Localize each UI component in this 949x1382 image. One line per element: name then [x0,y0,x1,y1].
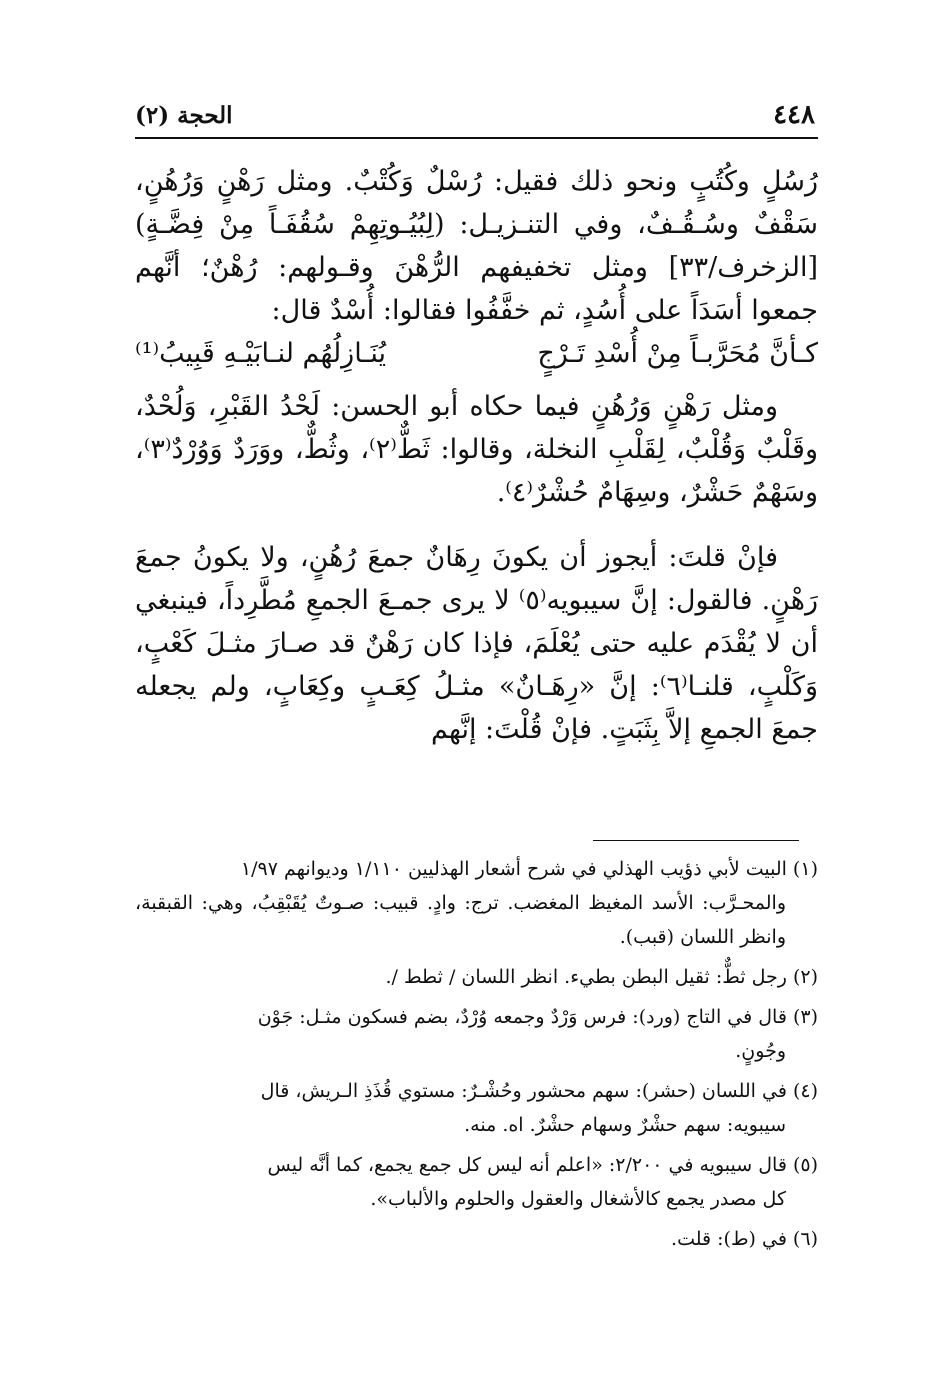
footnotes [135,852,818,1262]
paragraph-1: رُسُلٍ وكُتُبٍ ونحو ذلك فقيل: رُسْلٌ وَكُتْبٌ. ومثل رَهْنٍ وَرُهُنٍ، سَقْفٌ وسُـقُـفٌ، وفي التنـزيـل: (لِبُيُـوتِهِمْ سُقُفَـاً مِنْ فِضَّـةٍ) [الزخرف/٣٣] ومثل تخفيفهم الرُّهْنَ وقـولهم: رُهْنٌ؛ أنَّهم جمعوا أسَدَاً على أُسُدٍ، ثم خفَّفُوا فقالوا: أُسْدٌ قال: [135,166,818,326]
verse-first-hemistich: كـأنَّ مُحَرَّبـاً مِنْ أُسْدِ تَـرْجٍ [537,338,818,369]
verse-second-hemistich: يُنَـازِلُهُم لنـابَيْـهِ قَبِيبُ⁽¹⁾ [135,338,387,369]
footnote-text: (٤) في اللسان (حشر): سهم محشور وحُشْـرٌ: مستوي قُذَذِ الـريش، قال [260,1080,818,1102]
paragraph-3: فإنْ قلتَ: أيجوز أن يكونَ رِهَانٌ جمعَ رُهُنٍ، ولا يكونُ جمعَ رَهْنٍ. فالقول: إنَّ سيبويه⁽٥⁾ لا يرى جمـعَ الجمعِ مُطَّرِداً، فينبغي أن لا يُقْدَم عليه حتى يُعْلَمَ، فإذا كان رَهْنٌ قد صـارَ مثـلَ كَعْبٍ، وَكَلْبٍ، قلنـا⁽٦⁾: إنَّ «رِهَـانٌ» مثـلُ كِعَـبٍ وكِعَابٍ، ولم يجعله جمعَ الجمعِ إلاَّ بِثَبَتٍ. فإنْ قُلْتَ: إنَّهم [135,542,818,745]
poetry-verse [135,332,818,375]
page-header [135,98,815,132]
footnote-divider [593,840,799,841]
footnote-1 [135,852,818,954]
footnote-continuation: كل مصدر يجمع كالأشغال والعقول والحلوم والألباب». [370,1188,786,1210]
footnote-3 [135,1000,818,1068]
footnote-text: (٢) رجل ثطٌّ: ثقيل البطن بطيء. انظر اللسان / ثطط /. [385,966,818,988]
footnote-text: (٥) قال سيبويه في ٢/٢٠٠: «اعلم أنه ليس كل جمع يجمع، كما أنَّه ليس [267,1154,818,1176]
footnote-continuation: وجُونٍ. [735,1040,786,1062]
footnote-5 [135,1148,818,1216]
footnote-text: (٣) قال في التاج (ورد): فرس وَرْدٌ وجمعه وُرْدٌ، بضم فسكون مثـل: جَوْن [257,1006,818,1028]
paragraph-2: ومثل رَهْنٍ وَرُهُنٍ فيما حكاه أبو الحسن: لَحْدُ القَبْرِ، وَلُحْدٌ، وقَلْبٌ وَقُلْبٌ، لِقَلْبِ النخلة، وقالوا: ثَطٌّ⁽٢⁾، وثُطٌّ، ووَرَدٌ وَوُرْدٌ⁽٣⁾، وسَهْمٌ حَشْرٌ، وسِهَامٌ حُشْرٌ⁽٤⁾. [135,391,818,508]
footnote-2 [135,960,818,994]
footnote-text: (١) البيت لأبي ذؤيب الهذلي في شرح أشعار الهذليين ١/١١٠ وديوانهم ١/٩٧ [240,858,818,880]
footnote-6 [135,1222,818,1256]
footnote-continuation: سيبويه: سهم حشْرٌ وسهام حشْرٌ. اه. منه. [464,1114,786,1136]
running-title: الحجة (٢) [135,101,233,129]
page-number: ٤٤٨ [773,100,815,130]
header-divider [135,137,818,139]
footnote-text: (٦) في (ط): قلت. [671,1228,818,1250]
footnote-continuation: والمحـرَّب: الأسد المغيظ المغضب. ترج: وادٍ. قبيب: صـوتٌ يُقَبْقِبُ، وهي: القبقبة، وانظر اللسان (قبب). [135,892,786,948]
main-text [135,160,818,751]
footnote-4 [135,1074,818,1142]
